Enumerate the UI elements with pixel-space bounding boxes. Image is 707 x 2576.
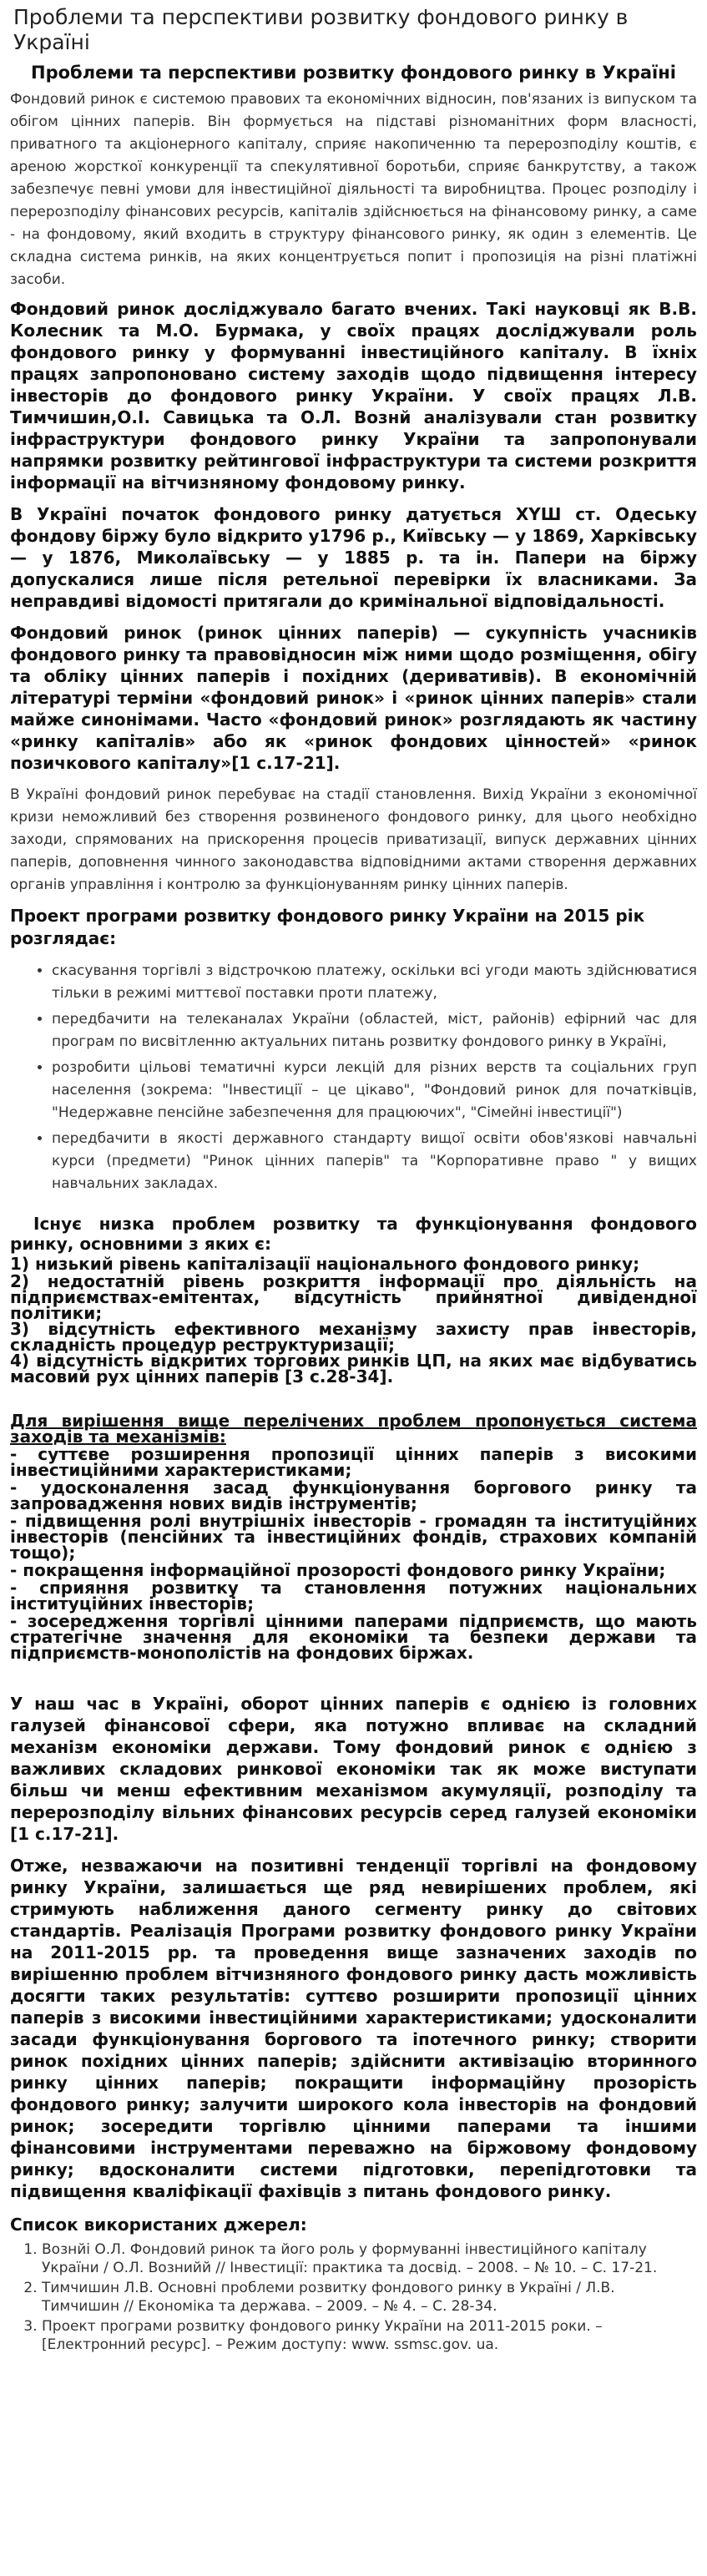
list-item: • передбачити на телеканалах України (областей, міст, районів) ефірний час для програм по висвітленню актуальних питань розвитку фондового ринку в Україні, bbox=[52, 1008, 697, 1053]
problems-heading: Існує низка проблем розвитку та функціонування фондового ринку, основними з яких є: bbox=[10, 1214, 697, 1254]
list-item: • скасування торгівлі з відстрочкою платежу, оскільки всі угоди мають здійснюватися тільки в режимі миттєвої поставки проти платежу, bbox=[52, 960, 697, 1005]
problem-item: 4) відсутність відкритих торгових ринків ЦП, на яких має відбуватись масовий рух цінних паперів [3 с.28-34]. bbox=[10, 1351, 697, 1386]
references-heading: Список використаних джерел: bbox=[10, 2215, 307, 2235]
definition-paragraph: Фондовий ринок (ринок цінних паперів) — сукупність учасників фондового ринку та правовідносин між ними щодо розміщення, обігу та обліку цінних паперів і похідних (деривативів). В економічній літературі терміни «фондовий ринок» і «ринок цінних паперів» стали майже синонімами. Часто «фондовий ринок» розглядають як частину «ринку капіталів» або як «ринок фондових цінностей» «ринок позичкового капіталу»[1 с.17-21]. bbox=[10, 623, 697, 773]
solution-item: - підвищення ролі внутрішніх інвесторів - громадян та інституційних інвесторів (пенсійних та інвестиційних фондів, страхових компаній тощо); bbox=[10, 1511, 697, 1563]
history-paragraph: В Україні початок фондового ринку датується XYШ ст. Одеську фондову біржу було відкрито у1796 р., Київську — у 1869, Харківську — у 1876, Миколаївську — у 1885 р. та ін. Папери на біржу допускалися лише після ретельної перевірки їх власниками. За неправдиві відомості притягали до кримінальної відповідальності. bbox=[10, 504, 697, 611]
references-list bbox=[10, 2240, 697, 2354]
reference-item: 1. Вознйі О.Л. Фондовий ринок та його роль у формуванні інвестиційного капіталу України / О.Л. Вознийй // Інвестиції: практика та досвід. – 2008. – № 10. – С. 17-21. bbox=[42, 2240, 697, 2277]
problem-item: 1) низький рівень капіталізації національного фондового ринку; bbox=[10, 1254, 640, 1274]
problems-section bbox=[10, 1214, 697, 1385]
reference-item: 2. Тимчишин Л.В. Основні проблеми розвитку фондового ринку в Україні / Л.В. Тимчишин // Економіка та держава. – 2009. – № 4. – С. 28-34. bbox=[42, 2279, 697, 2316]
list-item: • передбачити в якості державного стандарту вищої освіти обов'язкові навчальні курси (предмети) "Ринок цінних паперів" та "Корпоративне право " у вищих навчальних закладах. bbox=[52, 1128, 697, 1195]
solutions-heading: Для вирішення вище перелічених проблем пропонується система заходів та механізмів: bbox=[10, 1411, 697, 1447]
solution-item: - удосконалення засад функціонування боргового ринку та запровадження нових видів інструментів; bbox=[10, 1477, 697, 1513]
problem-item: 3) відсутність ефективного механізму захисту прав інвесторів, складність процедур реструктуризації; bbox=[10, 1319, 697, 1355]
list-item: • розробити цільові тематичні курси лекцій для різних верств та соціальних груп населення (зокрема: "Інвестиції – це цікаво", "Фондовий ринок для початківців, "Недержавне пенсійне забезпечення для працюючих", "Сімейні інвестиції") bbox=[52, 1057, 697, 1124]
solution-item: - покращення інформаційної прозорості фондового ринку України; bbox=[10, 1560, 666, 1580]
program-heading: Проект програми розвитку фондового ринку України на 2015 рік розглядає: bbox=[10, 906, 645, 948]
reference-item: 3. Проект програми розвитку фондового ринку України на 2011-2015 роки. – [Електронний ресурс]. – Режим доступу: www. ssmsc.gov. ua. bbox=[42, 2317, 697, 2354]
problem-item: 2) недостатній рівень розкриття інформації про діяльність на підприємствах-емітентах, відсутність прийнятної дивідендної політики; bbox=[10, 1271, 697, 1323]
solution-item: - зосередження торгівлі цінними паперами підприємств, що мають стратегічне значення для економіки та безпеки держави та підприємств-монополістів на фондових біржах. bbox=[10, 1611, 697, 1663]
scholars-paragraph: Фондовий ринок досліджувало багато вчених. Такі науковці як В.В. Колесник та М.О. Бурмака, у своїх працях досліджували роль фондового ринку у формуванні інвестиційного капіталу. В їхніх працях запропоновано систему заходів щодо підвищення інтересу інвесторів до фондового ринку України. У своїх працях Л.В. Тимчишин,О.І. Савицька та О.Л. Вознй аналізували стан розвитку інфраструктури фондового ринку України та запропонували напрямки розвитку рейтингової інфраструктури та системи розкриття інформації на вітчизняному фондовому ринку. bbox=[10, 299, 697, 492]
solutions-section bbox=[10, 1413, 697, 1661]
turnover-paragraph: У наш час в Україні, оборот цінних паперів є однією із головних галузей фінансової сфери, яка потужно впливає на складний механізм економіки держави. Тому фондовий ринок є однією з важливих складових ринкової економіки так як може виступати більш чи менш ефективним механізмом акумуляції, розподілу та перерозподілу вільних фінансових ресурсів серед галузей економіки [1 с.17-21]. bbox=[10, 1694, 697, 1844]
program-list bbox=[10, 960, 697, 1195]
conclusion-paragraph: Отже, незважаючи на позитивні тенденції торгівлі на фондовому ринку України, залишається ще ряд невирішених проблем, які стримують наближення даного сегменту ринку до світових стандартів. Реалізація Програми розвитку фондового ринку України на 2011-2015 рр. та проведення вище зазначених заходів по вирішенню проблем вітчизняного фондового ринку дасть можливість досягти таких результатів: суттєво розширити пропозиції цінних паперів з високими інвестиційними характеристиками; удосконалити засади функціонування боргового та іпотечного ринку; створити ринок похідних цінних паперів; здійснити активізацію вторинного ринку цінних паперів; покращити інформаційну прозорість фондового ринку; залучити широкого кола інвесторів на фондовий ринок; зосередити торгівлю цінними паперами та іншими фінансовими інструментами переважно на біржовому фондовому ринку; вдосконалити системи підготовки, перепідготовки та підвищення кваліфікації фахівців з питань фондового ринку. bbox=[10, 1856, 697, 2201]
intro-paragraph: Фондовий ринок є системою правових та економічних відносин, пов'язаних із випуском та обігом цінних паперів. Він формується на підставі різноманітних форм власності, приватного та акціонерного капіталу, сприяє накопиченню та перерозподілу коштів, є ареною жорсткої конкуренції та спекулятивної боротьби, сприяє банкрутству, а також забезпечує певні умови для інвестиційної діяльності та виробництва. Процес розподілу і перерозподілу фінансових ресурсів, капіталів здійснюється на фінансовому ринку, а саме - на фондовому, який входить в структуру фінансового ринку, як один з елементів. Це складна система ринків, на яких концентрується попит і пропозиція на різні платіжні засоби. bbox=[10, 91, 697, 288]
page-title: Проблеми та перспективи розвитку фондового ринку в Україні bbox=[13, 5, 629, 54]
article-subtitle: Проблеми та перспективи розвитку фондового ринку в Україні bbox=[31, 63, 676, 83]
solution-item: - сприяння розвитку та становлення потужних національних інституційних інвесторів; bbox=[10, 1578, 697, 1614]
solution-item: - суттєве розширення пропозиції цінних паперів з високими інвестиційними характеристиками; bbox=[10, 1444, 697, 1480]
stage-paragraph: В Україні фондовий ринок перебуває на стадії становлення. Вихід України з економічної кризи неможливий без створення розвиненого фондового ринку, для цього необхідно заходи, спрямованих на прискорення процесів приватизації, випуск державних цінних паперів, доповнення чинного законодавства відповідними актами створення державних органів управління і контролю за функціонуванням ринку цінних паперів. bbox=[10, 786, 697, 893]
